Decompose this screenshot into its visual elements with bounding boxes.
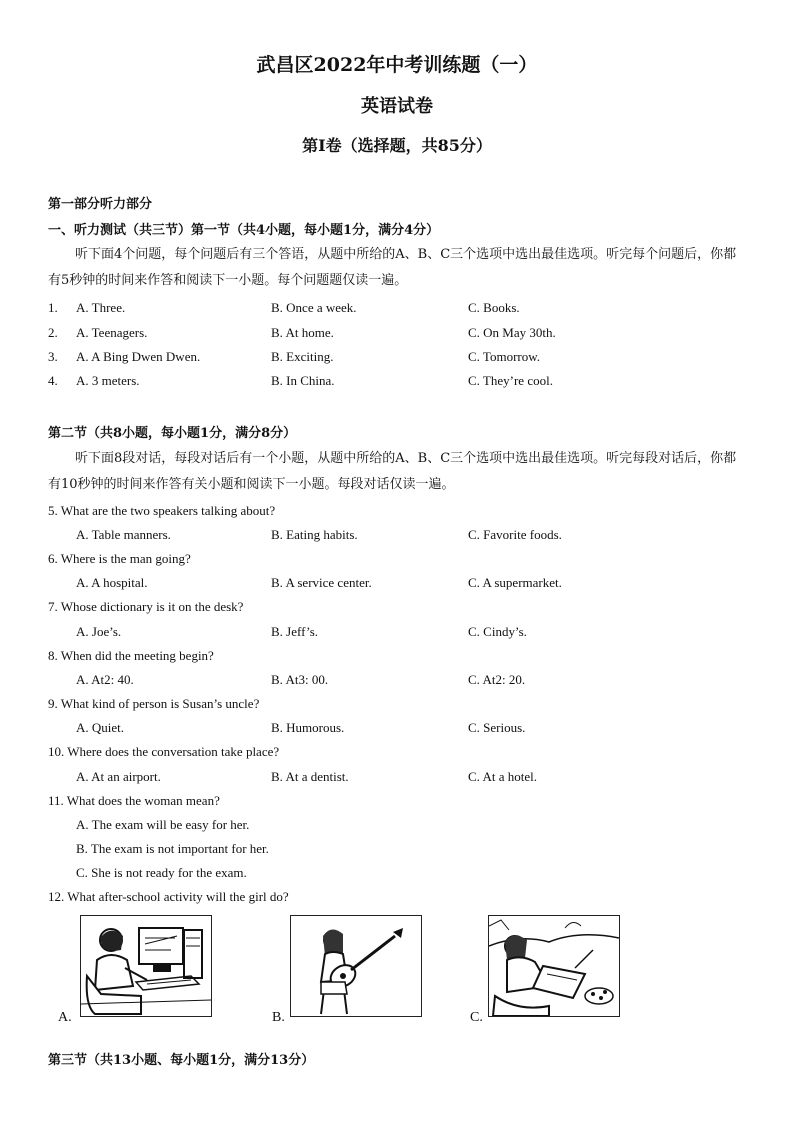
volume-heading: 第I卷（选择题，共85分）	[302, 136, 492, 155]
question-stem: 9. What kind of person is Susan’s uncle?	[48, 696, 260, 711]
option-a: A. The exam will be easy for her.	[76, 817, 250, 832]
option-c: C. At2: 20.	[468, 672, 526, 687]
option-c: C. Tomorrow.	[468, 349, 541, 364]
option-a: A. At2: 40.	[76, 672, 134, 687]
option-b: B. Once a week.	[271, 300, 357, 315]
picture-c-painting	[488, 915, 620, 1017]
question-stem: 10. Where does the conversation take place?	[48, 744, 280, 759]
option-a: A. A hospital.	[76, 575, 148, 590]
option-a: A. Three.	[76, 300, 126, 315]
section1-instructions: 听下面4个问题，每个问题后有三个答语，从题中所给的A、B、C三个选项中选出最佳选项。听完每个问题后，你都有5秒钟的时间来作答和阅读下一小题。每个问题题仅读一遍。	[48, 247, 737, 288]
option-b: B. Exciting.	[271, 349, 334, 364]
option-b: B. Eating habits.	[271, 527, 358, 542]
section2-heading: 第二节（共8小题，每小题1分，满分8分）	[48, 426, 297, 441]
option-b: B. Humorous.	[271, 720, 345, 735]
option-a: A. A Bing Dwen Dwen.	[76, 349, 201, 364]
computer-illustration	[81, 916, 211, 1016]
option-b: B. In China.	[271, 373, 335, 388]
option-a: A. Quiet.	[76, 720, 125, 735]
option-c: C. They’re cool.	[468, 373, 553, 388]
option-c: C. On May 30th.	[468, 325, 556, 340]
guitar-illustration	[291, 916, 421, 1016]
section2-instructions: 听下面8段对话，每段对话后有一个小题，从题中所给的A、B、C三个选项中选出最佳选项。听完每段对话后，你都有10秒钟的时间来作答有关小题和阅读下一小题。每段对话仅读一遍。	[48, 451, 737, 492]
option-c: C. Books.	[468, 300, 520, 315]
question-stem: 11. What does the woman mean?	[48, 793, 220, 808]
option-b: B. At3: 00.	[271, 672, 329, 687]
option-b: B. At home.	[271, 325, 334, 340]
question-stem: 7. Whose dictionary is it on the desk?	[48, 599, 244, 614]
option-a: A. 3 meters.	[76, 373, 140, 388]
picture-b-label: B.	[272, 1010, 285, 1025]
option-c: C. A supermarket.	[468, 575, 562, 590]
option-c: C. Favorite foods.	[468, 527, 562, 542]
option-c: C. She is not ready for the exam.	[76, 865, 247, 880]
option-a: A. Teenagers.	[76, 325, 148, 340]
option-b: B. Jeff’s.	[271, 624, 319, 639]
option-c: C. At a hotel.	[468, 769, 537, 784]
question-number: 2.	[48, 325, 58, 340]
part1-heading: 第一部分听力部分	[48, 197, 153, 212]
question-number: 3.	[48, 349, 58, 364]
picture-a-computer	[80, 915, 212, 1017]
option-c: C. Cindy’s.	[468, 624, 527, 639]
question-stem: 8. When did the meeting begin?	[48, 648, 214, 663]
option-c: C. Serious.	[468, 720, 526, 735]
option-a: A. Joe’s.	[76, 624, 122, 639]
option-b: B. The exam is not important for her.	[76, 841, 269, 856]
question-number: 1.	[48, 300, 58, 315]
picture-c-label: C.	[470, 1010, 483, 1025]
question-stem: 5. What are the two speakers talking about?	[48, 503, 276, 518]
question-stem: 12. What after-school activity will the girl do?	[48, 889, 289, 904]
picture-b-guitar	[290, 915, 422, 1017]
question-number: 4.	[48, 373, 58, 388]
option-a: A. At an airport.	[76, 769, 161, 784]
option-a: A. Table manners.	[76, 527, 171, 542]
painting-illustration	[489, 916, 619, 1016]
section3-heading: 第三节（共13小题、每小题1分，满分13分）	[48, 1053, 315, 1068]
picture-a-label: A.	[58, 1010, 72, 1025]
exam-subject: 英语试卷	[361, 96, 433, 117]
exam-title: 武昌区2022年中考训练题（一）	[256, 54, 538, 76]
option-b: B. A service center.	[271, 575, 372, 590]
option-b: B. At a dentist.	[271, 769, 349, 784]
question-stem: 6. Where is the man going?	[48, 551, 191, 566]
section1-heading: 一、听力测试（共三节）第一节（共4小题，每小题1分，满分4分）	[48, 223, 440, 238]
